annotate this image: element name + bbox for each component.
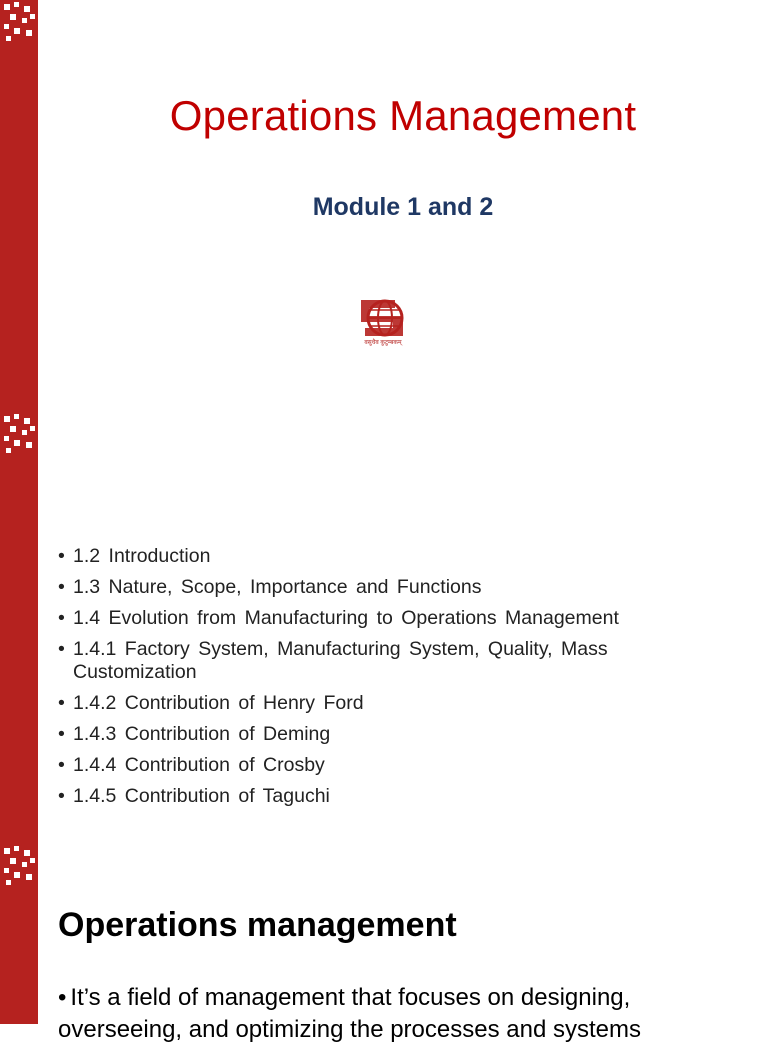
section-heading: Operations management <box>58 906 457 944</box>
body-text: It’s a field of management that focuses on designing, overseeing, and optimizing the processes and systems <box>58 984 641 1043</box>
list-item <box>58 607 718 630</box>
contents-list <box>58 545 718 816</box>
red-side-bar <box>0 0 38 412</box>
list-item-text: 1.2 Introduction <box>73 545 211 567</box>
slide-title-text: Operations Management <box>169 92 637 139</box>
red-side-bar <box>0 412 38 844</box>
bullet-icon: • <box>58 723 65 745</box>
bullet-icon: • <box>58 785 65 807</box>
bullet-icon: • <box>58 576 65 598</box>
bullet-icon: • <box>58 638 65 660</box>
bullet-icon: • <box>58 692 65 714</box>
slide-title <box>0 0 768 412</box>
bullet-icon: • <box>58 545 65 567</box>
list-item-text: 1.4.3 Contribution of Deming <box>73 723 331 745</box>
slide-subtitle: Module 1 and 2 <box>312 193 494 221</box>
list-item <box>58 692 718 715</box>
pixel-pattern-icon <box>0 412 38 458</box>
list-item-text: 1.4.5 Contribution of Taguchi <box>73 785 330 807</box>
list-item <box>58 723 718 746</box>
bullet-icon: • <box>58 754 65 776</box>
list-item-text: 1.4.2 Contribution of Henry Ford <box>73 692 364 714</box>
list-item-text: 1.3 Nature, Scope, Importance and Functions <box>73 576 482 598</box>
logo-tagline: वसुधैव कुटुम्बकम् <box>364 340 402 346</box>
body-paragraph <box>58 982 758 1046</box>
list-item-text: 1.4.1 Factory System, Manufacturing System, Quality, Mass Customization <box>73 638 608 683</box>
pixel-pattern-icon <box>0 0 38 46</box>
list-item-text: 1.4 Evolution from Manufacturing to Operations Management <box>73 607 619 629</box>
list-item-text: 1.4.4 Contribution of Crosby <box>73 754 325 776</box>
list-item <box>58 638 718 684</box>
list-item <box>58 785 718 808</box>
bullet-icon: • <box>58 984 67 1011</box>
list-item <box>58 754 718 777</box>
bullet-icon: • <box>58 607 65 629</box>
list-item <box>58 576 718 599</box>
list-item <box>58 545 718 568</box>
pixel-pattern-icon <box>0 844 38 890</box>
